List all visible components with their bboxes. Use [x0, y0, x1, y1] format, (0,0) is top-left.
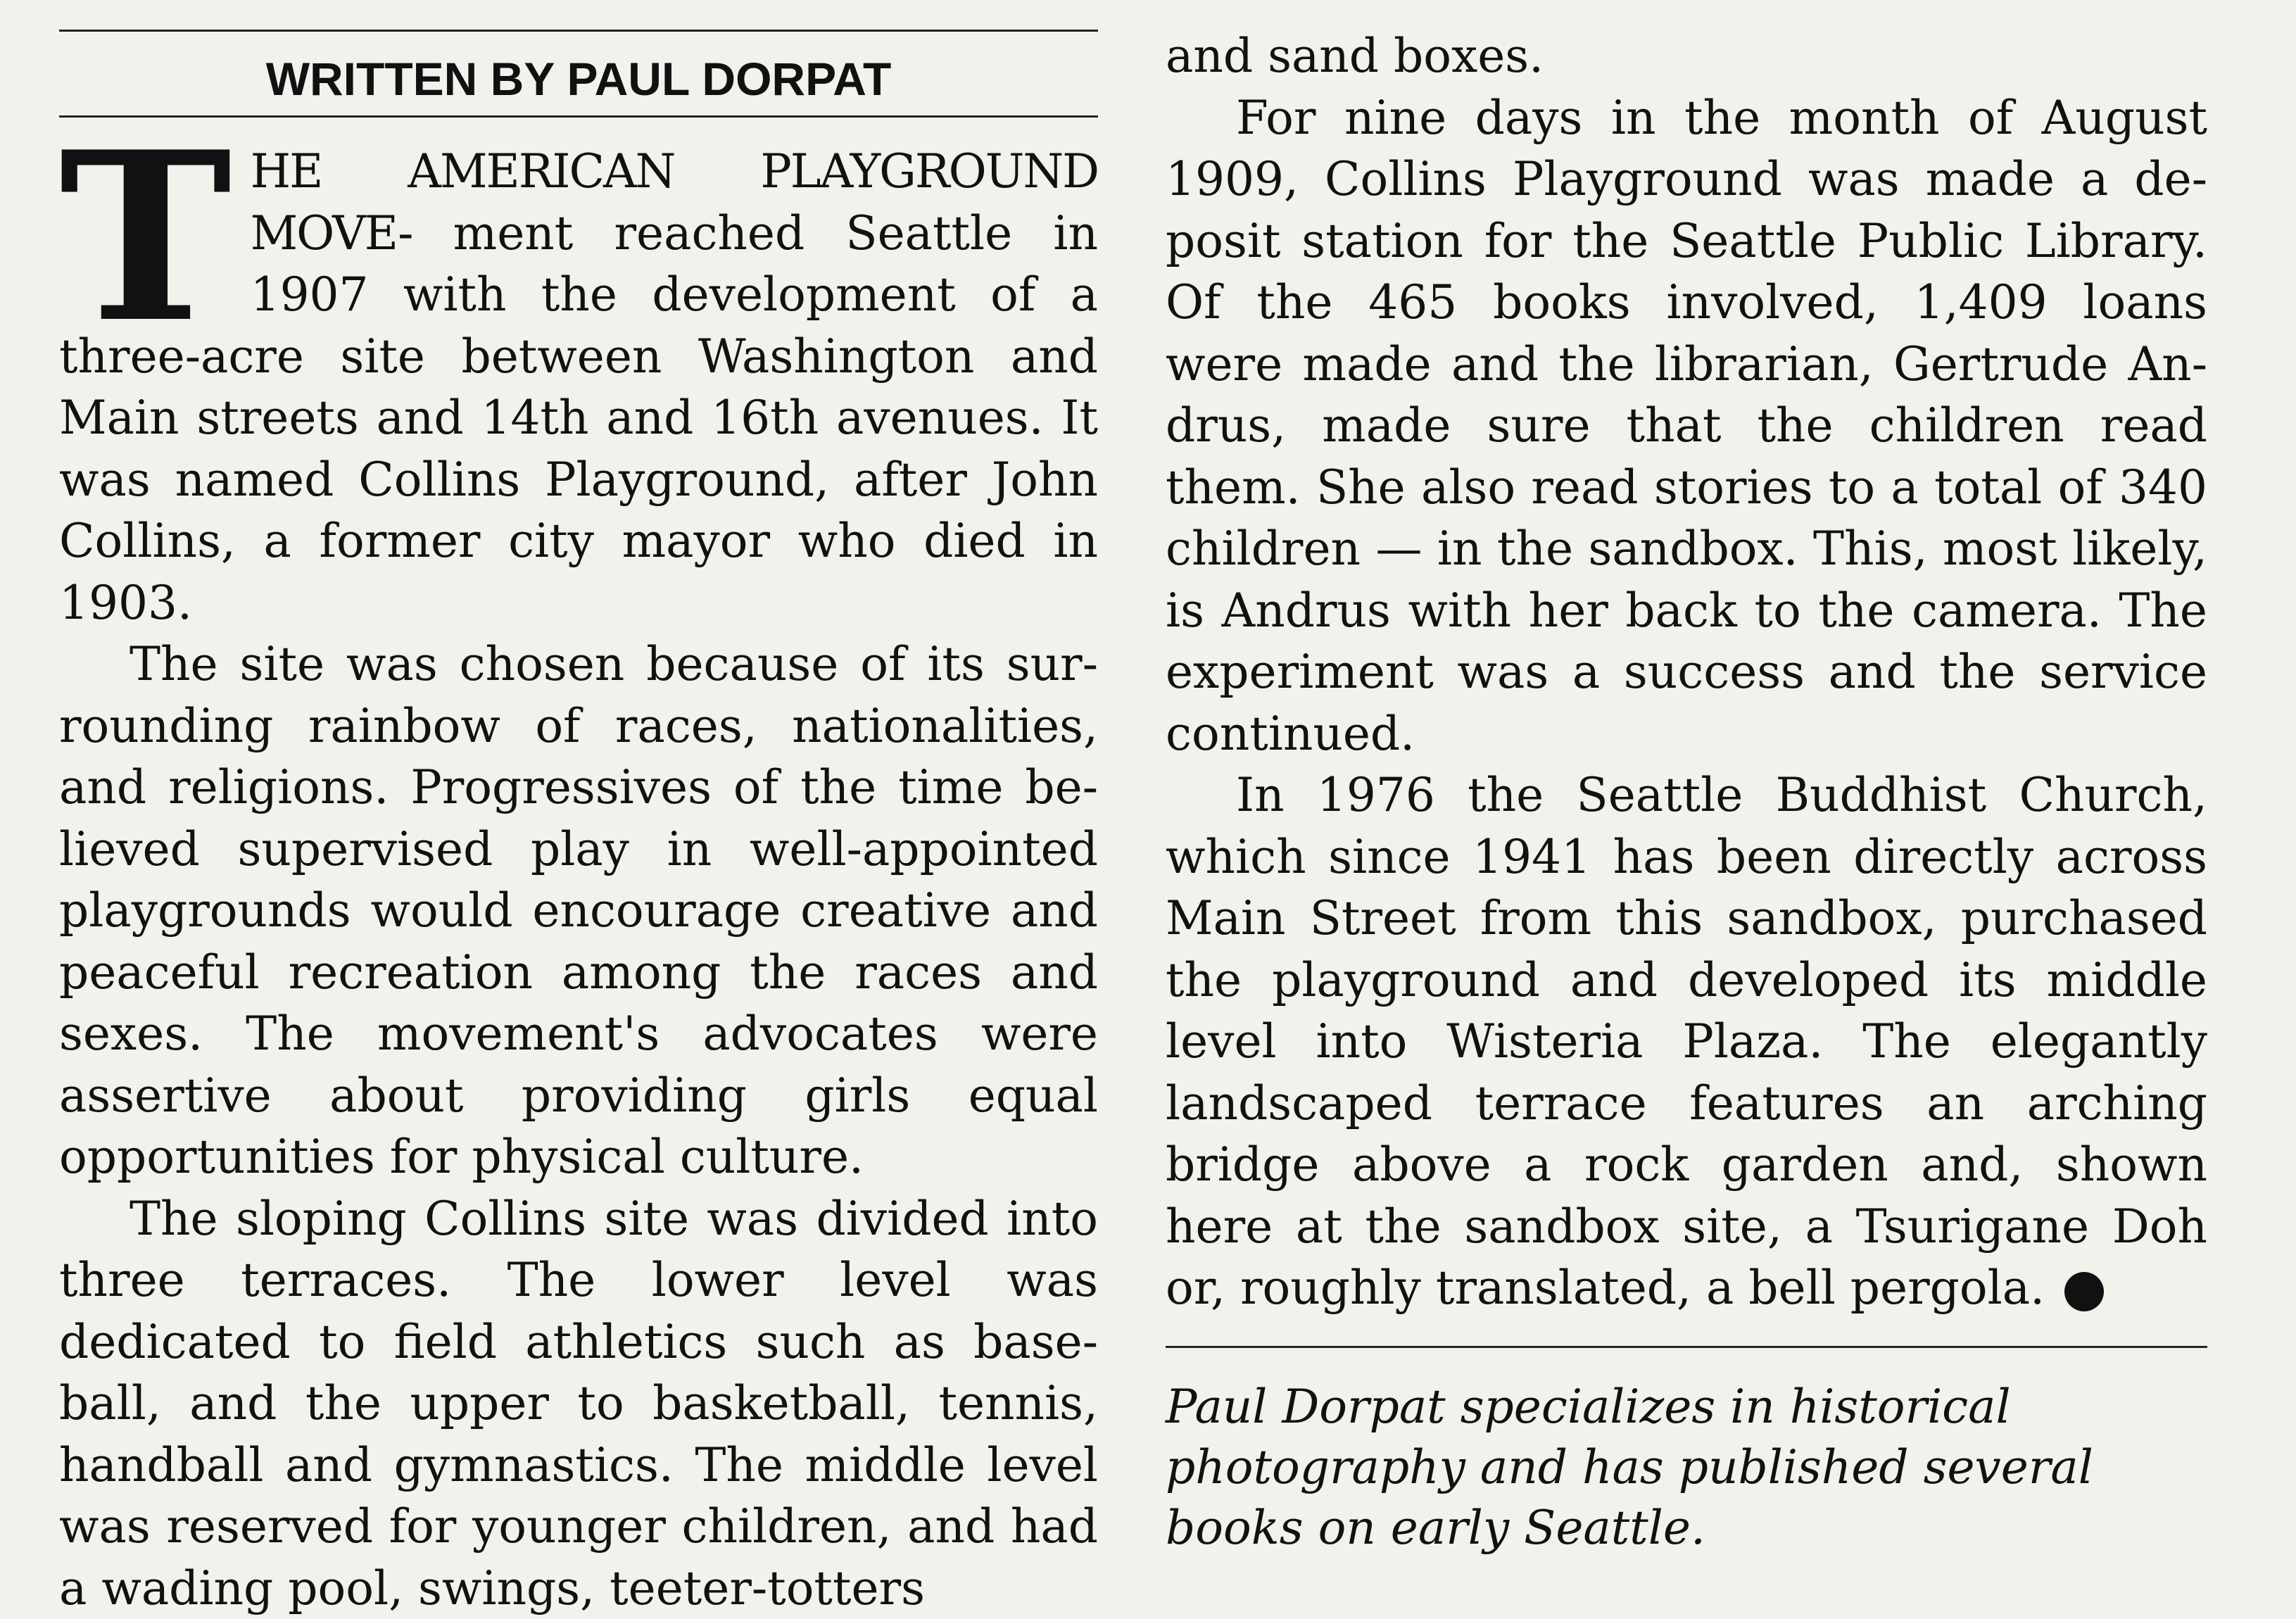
drop-cap: T [59, 149, 232, 325]
top-rule [59, 30, 1098, 32]
left-body-text [59, 141, 1098, 1619]
paragraph-3-right: and sand boxes. [1166, 25, 2207, 87]
paragraph-2: The site was chosen because of its surrounding rainbow of races, nationalities, and religions. Progressives of the time believed supervised play in well-appointed playgrounds would encourage creative and peaceful recreation among the races and sexes. The movement's advocates were assertive about providing girls equal opportunities for physical culture. [59, 634, 1098, 1188]
author-bio: Paul Dorpat specializes in historical photography and has published several books on early Seattle. [1166, 1377, 2179, 1558]
bio-rule [1166, 1346, 2207, 1348]
paragraph-5-text: In 1976 the Seattle Buddhist Church, which since 1941 has been directly across Main Street from this sandbox, purchased the playground and developed its middle level into Wisteria Plaza. The elegantly landscaped terrace features an arching bridge above a rock garden and, shown here at the sandbox site, a Tsurigane Doh or, roughly translated, a bell pergola. [1166, 768, 2207, 1315]
right-body-text [1166, 25, 2207, 1319]
paragraph-3-left: The sloping Collins site was divided into three terraces. The lower level was dedicated to field athletics such as baseball, and the upper to basketball, tennis, handball and gymnastics. The middle level was reserved for younger children, and had a wading pool, swings, teeter-totters [59, 1188, 1098, 1619]
end-mark-icon: P [2064, 1272, 2104, 1311]
paragraph-1-text: ment reached Seattle in 1907 with the development of a three-acre site between Washington and Main streets and 14th and 16th avenues. It was named Collins Playground, after John Collins, a former city mayor who died in 1903. [59, 206, 1098, 630]
paragraph-1 [59, 141, 1098, 634]
byline: WRITTEN BY PAUL DORPAT [59, 46, 1098, 111]
paragraph-4: For nine days in the month of August 1909, Collins Playground was made a deposit station for the Seattle Public Library. Of the 465 books involved, 1,409 loans were made and the librarian, Gertrude Andrus, made sure that the children read them. She also read stories to a total of 340 children — in the sandbox. This, most likely, is Andrus with her back to the camera. The experiment was a success and the service continued. [1166, 87, 2207, 765]
paragraph-5 [1166, 764, 2207, 1319]
lead-caps: HE AMERICAN PLAYGROUND MOVE- [251, 144, 1098, 260]
